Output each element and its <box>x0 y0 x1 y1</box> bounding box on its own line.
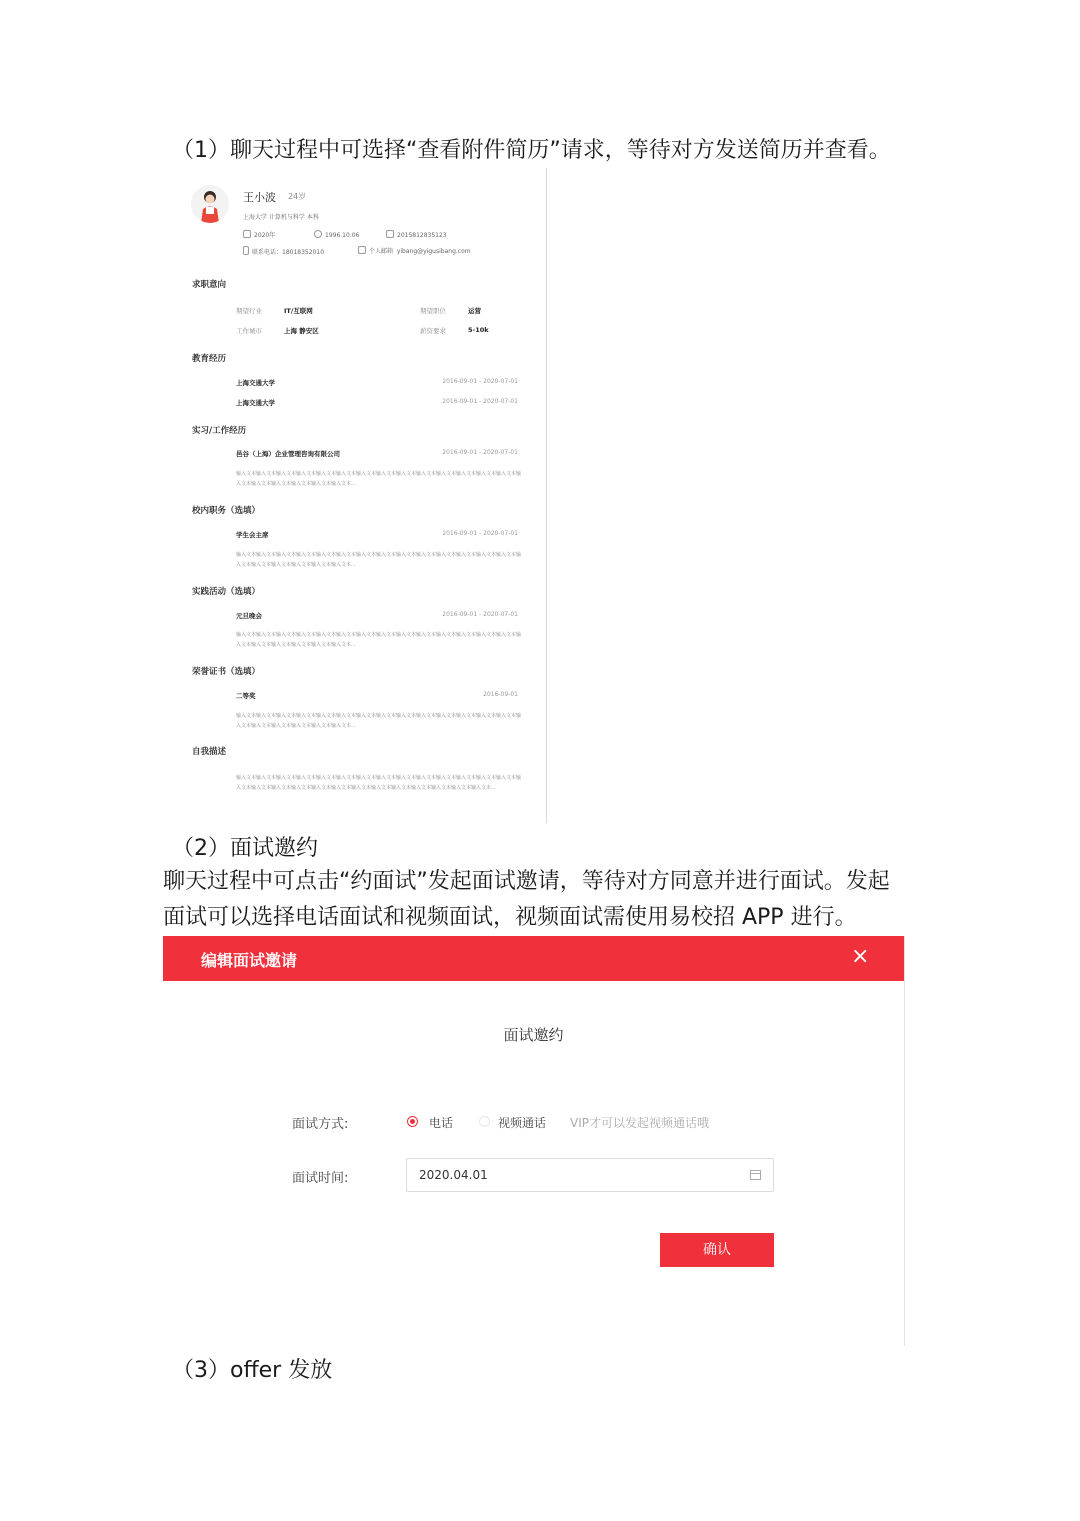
phone-icon <box>243 246 249 255</box>
modal-subtitle: 面试邀约 <box>503 1026 564 1044</box>
modal-header <box>163 936 904 981</box>
section-heading-1: （1）聊天过程中可选择“查看附件简历”请求，等待对方发送简历并查看。 <box>172 138 891 163</box>
position-value: 运营 <box>468 307 481 315</box>
clock-icon <box>314 230 322 238</box>
graduation-cap-icon <box>243 230 251 238</box>
option-video-label: 视频通话 <box>498 1116 547 1130</box>
birth-date: 1996.10.06 <box>314 230 359 239</box>
paragraph-line-1: 聊天过程中可点击“约面试”发起面试邀请，等待对方同意并进行面试。发起 <box>163 869 890 894</box>
method-label: 面试方式: <box>292 1117 349 1132</box>
candidate-school: 上海大学 计算机与科学 本科 <box>243 214 319 221</box>
candidate-age: 24岁 <box>288 192 307 201</box>
radio-video <box>479 1116 490 1127</box>
confirm-button[interactable]: 确认 <box>660 1233 774 1267</box>
work-desc: 输入文本输入文本输入文本输入文本输入文本输入文本输入文本输入文本输入文本输入文本输入文本输入文本输入文本输入文本输入文本输入文本输入文本输入文本输入文本输入文本... <box>236 471 521 487</box>
industry-label: 期望行业 <box>236 307 262 315</box>
vip-hint: VIP才可以发起视频通话哦 <box>570 1116 709 1130</box>
practice-org: 元旦晚会 <box>236 612 262 620</box>
section-heading-3: （3）offer 发放 <box>172 1358 333 1383</box>
education-org: 上海交通大学 <box>236 399 275 407</box>
email-info: 个人邮箱 yibang@yigusibang.com <box>358 246 471 255</box>
interview-invite-modal <box>163 936 905 1346</box>
campus-date: 2016-09-01 - 2020-07-01 <box>442 530 518 537</box>
work-org: 邑谷（上海）企业管理咨询有限公司 <box>236 450 340 458</box>
honor-org: 二等奖 <box>236 692 256 700</box>
honor-desc: 输入文本输入文本输入文本输入文本输入文本输入文本输入文本输入文本输入文本输入文本输入文本输入文本输入文本输入文本输入文本输入文本输入文本输入文本输入文本输入文本... <box>236 713 521 729</box>
position-label: 期望职位 <box>420 307 446 315</box>
time-label: 面试时间: <box>292 1171 349 1186</box>
city-value: 上海 静安区 <box>284 327 319 335</box>
practice-desc: 输入文本输入文本输入文本输入文本输入文本输入文本输入文本输入文本输入文本输入文本输入文本输入文本输入文本输入文本输入文本输入文本输入文本输入文本输入文本输入文本... <box>236 632 521 648</box>
close-icon[interactable]: × <box>851 944 870 969</box>
section-heading-2: （2）面试邀约 <box>172 836 318 861</box>
section-education: 教育经历 <box>192 354 227 364</box>
section-campus: 校内职务（选填） <box>192 506 261 516</box>
mail-icon <box>358 246 366 254</box>
campus-desc: 输入文本输入文本输入文本输入文本输入文本输入文本输入文本输入文本输入文本输入文本输入文本输入文本输入文本输入文本输入文本输入文本输入文本输入文本输入文本输入文本... <box>236 552 521 568</box>
education-date: 2016-09-01 - 2020-07-01 <box>442 378 518 385</box>
calendar-icon[interactable] <box>750 1170 761 1180</box>
radio-phone[interactable] <box>407 1116 418 1127</box>
section-work: 实习/工作经历 <box>192 426 247 436</box>
candidate-name: 王小波 <box>243 191 276 204</box>
modal-title: 编辑面试邀请 <box>201 951 298 970</box>
campus-org: 学生会主席 <box>236 531 269 539</box>
resume-preview <box>188 168 547 823</box>
salary-label: 薪资要求 <box>420 327 446 335</box>
phone-info: 联系电话：18018352010 <box>243 246 324 256</box>
option-phone-label[interactable]: 电话 <box>429 1116 454 1130</box>
section-self: 自我描述 <box>192 747 227 757</box>
interview-date-value: 2020.04.01 <box>419 1168 488 1182</box>
id-card-icon <box>386 230 394 238</box>
id-number: 2015812835123 <box>386 230 447 239</box>
education-org: 上海交通大学 <box>236 379 275 387</box>
section-job-intent: 求职意向 <box>192 280 227 290</box>
self-desc: 输入文本输入文本输入文本输入文本输入文本输入文本输入文本输入文本输入文本输入文本输入文本输入文本输入文本输入文本输入文本输入文本输入文本输入文本输入文本输入文本输入文本输入文本输入文本输入文本输入文本输入文本输入文本... <box>236 775 521 791</box>
honor-date: 2016-09-01 <box>483 691 518 698</box>
interview-date-input[interactable] <box>406 1158 774 1192</box>
avatar-illustration-icon <box>191 185 229 223</box>
city-label: 工作城市 <box>236 327 262 335</box>
salary-value: 5-10k <box>468 326 489 334</box>
practice-date: 2016-09-01 - 2020-07-01 <box>442 611 518 618</box>
education-date: 2016-09-01 - 2020-07-01 <box>442 398 518 405</box>
paragraph-line-2: 面试可以选择电话面试和视频面试，视频面试需使用易校招 APP 进行。 <box>163 905 857 930</box>
work-date: 2016-09-01 - 2020-07-01 <box>442 449 518 456</box>
section-practice: 实践活动（选填） <box>192 587 261 597</box>
industry-value: IT/互联网 <box>284 307 313 315</box>
avatar <box>191 185 229 223</box>
section-honors: 荣誉证书（选填） <box>192 667 261 677</box>
grad-year: 2020年 <box>243 230 275 239</box>
